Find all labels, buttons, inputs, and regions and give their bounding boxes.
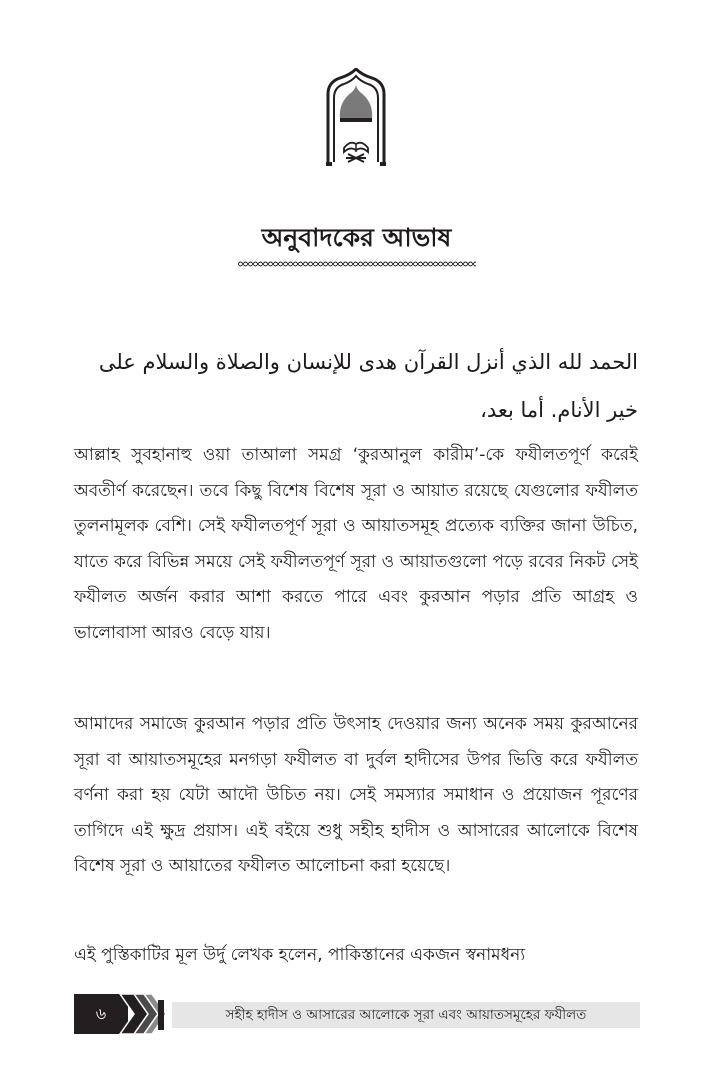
running-title: সহীহ হাদীস ও আসারের আলোকে সূরা এবং আয়াতসমূহের ফযীলত [172,1002,640,1028]
arabic-introduction [74,338,638,434]
mosque-arch-quran-icon [322,68,390,168]
page-title: অনুবাদকের আভাষ [261,223,452,252]
paragraph-3 [74,938,638,974]
page-number: ৬ [74,994,128,1034]
arabic-line-1: الحمد لله الذي أنزل القرآن هدى للإنسان والصلاة والسلام على [98,350,638,374]
title-underline-ornament [238,259,476,269]
paragraph-text: আমাদের সমাজে কুরআন পড়ার প্রতি উৎসাহ দেওয়ার জন্য অনেক সময় কুরআনের সূরা বা আয়াতসমূহের মনগড়া ফযীলত বা দুর্বল হাদীসের উপর ভিত্তি করে ফযীলত বর্ণনা করা হয় যেটা আদৌ উচিত নয়। সেই সমস্যার সমাধান ও প্রয়োজন পূরণের তাগিদে এই ক্ষুদ্র প্রয়াস। এই বইয়ে শুধু সহীহ হাদীস ও আসারের আলোকে বিশেষ বিশেষ সূরা ও আয়াতের ফযীলত আলোচনা করা হয়েছে। [74,714,638,876]
arabic-line-2: خير الأنام. أما بعد، [480,398,638,422]
footer-divider-bar [158,1000,164,1030]
paragraph-text: এই পুস্তিকাটির মূল উর্দু লেখক হলেন, পাকিস্তানের একজন স্বনামধন্য [74,945,526,965]
paragraph-2 [74,707,638,885]
paragraph-text: আল্লাহ সুবহানাহু ওয়া তাআলা সমগ্র ‘কুরআনুল কারীম’-কে ফযীলতপূর্ণ করেই অবতীর্ণ করেছেন। তবে কিছু বিশেষ বিশেষ সূরা ও আয়াত রয়েছে যেগুলোর ফযীলত তুলনামূলক বেশি। সেই ফযীলতপূর্ণ সূরা ও আয়াতসমূহ প্রত্যেক ব্যক্তির জানা উচিত, যাতে করে বিভিন্ন সময়ে সেই ফযীলতপূর্ণ সূরা ও আয়াতগুলো পড়ে রবের নিকট সেই ফযীলত অর্জন করার আশা করতে পারে এবং কুরআন পড়ার প্রতি আগ্রহ ও ভালোবাসা আরও বেড়ে যায়। [74,445,638,643]
page-footer [74,994,640,1034]
paragraph-1 [74,438,638,651]
